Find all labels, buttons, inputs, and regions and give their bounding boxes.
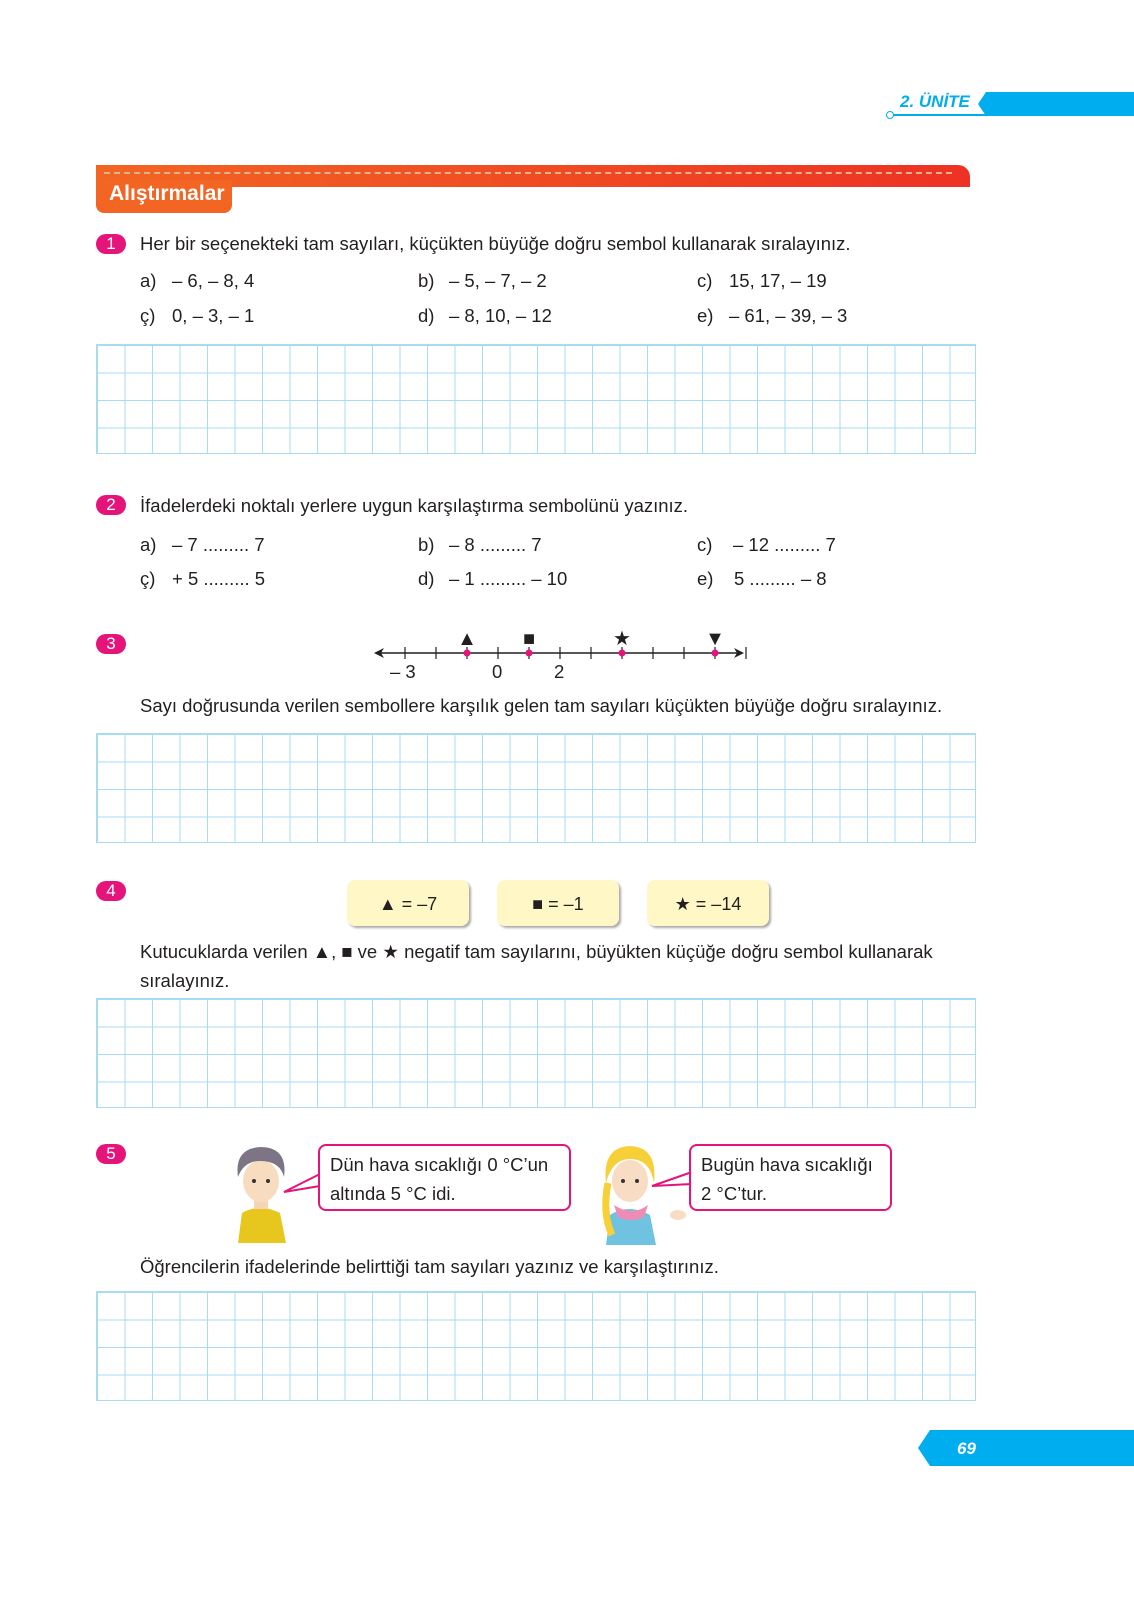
q1-item-a: – 6, – 8, 4 — [172, 270, 255, 291]
question-number-5: 5 — [96, 1144, 126, 1164]
triangle-value-box: ▲ = –7 — [347, 880, 469, 926]
number-line-label-2: 2 — [554, 661, 565, 682]
q2-prompt: İfadelerdeki noktalı yerlere uygun karşılaştırma sembolünü yazınız. — [140, 495, 689, 516]
bubble2-line2: 2 °C’tur. — [701, 1183, 768, 1204]
q2-item-e: 5 ......... – 8 — [734, 568, 827, 589]
answer-grid-4[interactable] — [96, 998, 976, 1108]
q2-item-c2: + 5 ......... 5 — [172, 568, 266, 589]
q1-item-a-label: a) — [140, 270, 157, 291]
question-number-3: 3 — [96, 634, 126, 654]
section-title: Alıştırmalar — [109, 182, 225, 205]
q2-item-d-label: d) — [418, 568, 435, 589]
question-number-4: 4 — [96, 881, 126, 901]
q2-item-b-label: b) — [418, 534, 435, 555]
q1-prompt: Her bir seçenekteki tam sayıları, küçükten büyüğe doğru sembol kullanarak sıralayınız. — [140, 233, 851, 254]
unit-dot — [886, 111, 894, 119]
q1-item-c2: 0, – 3, – 1 — [172, 305, 255, 326]
girl-illustration — [598, 1143, 690, 1245]
answer-grid-1[interactable] — [96, 344, 976, 454]
number-line-label-0: 0 — [492, 661, 503, 682]
q4-prompt-line2: sıralayınız. — [140, 970, 230, 991]
q1-item-b-label: b) — [418, 270, 435, 291]
number-line-symbol: ★ — [613, 628, 631, 650]
q4-prompt-line1: Kutucuklarda verilen ▲, ■ ve ★ negatif tam sayılarını, büyükten küçüğe doğru sembol kullanarak — [140, 941, 933, 962]
speech-bubble-boy — [318, 1144, 571, 1211]
number-line-label-neg3: – 3 — [390, 661, 416, 682]
number-line-symbol: ▼ — [705, 628, 725, 650]
banner-dashes — [104, 172, 952, 174]
bubble-pointer-1 — [282, 1172, 322, 1196]
number-line-symbol: ■ — [522, 628, 536, 650]
square-value-box: ■ = –1 — [497, 880, 619, 926]
number-line-point — [464, 650, 471, 657]
bubble1-line1: Dün hava sıcaklığı 0 °C’un — [330, 1154, 549, 1175]
question-number-2: 2 — [96, 495, 126, 515]
q2-item-a: – 7 ......... 7 — [172, 534, 265, 555]
q1-item-c-label: c) — [697, 270, 713, 291]
q1-item-e-label: e) — [697, 305, 714, 326]
answer-grid-5[interactable] — [96, 1291, 976, 1401]
number-line-point — [526, 650, 533, 657]
q1-item-c: 15, 17, – 19 — [729, 270, 827, 291]
unit-underline — [890, 114, 986, 116]
bubble-pointer-2 — [650, 1170, 694, 1194]
q2-item-c-label: c) — [697, 534, 713, 555]
q1-item-d: – 8, 10, – 12 — [449, 305, 552, 326]
q2-item-e-label: e) — [697, 568, 714, 589]
q1-item-e: – 61, – 39, – 3 — [729, 305, 848, 326]
q1-item-b: – 5, – 7, – 2 — [449, 270, 547, 291]
q1-item-c2-label: ç) — [140, 305, 156, 326]
bubble1-line2: altında 5 °C idi. — [330, 1183, 456, 1204]
star-value-box: ★ = –14 — [647, 880, 769, 926]
page-number-tab — [918, 1430, 1134, 1466]
q3-prompt: Sayı doğrusunda verilen sembollere karşılık gelen tam sayıları küçükten büyüğe doğru sıralayınız. — [140, 695, 943, 716]
speech-bubble-girl — [689, 1144, 892, 1211]
number-line-symbol: ▲ — [457, 628, 477, 650]
bubble2-line1: Bugün hava sıcaklığı — [701, 1154, 873, 1175]
q2-item-a-label: a) — [140, 534, 157, 555]
number-line-point — [712, 650, 719, 657]
q2-item-c: – 12 ......... 7 — [733, 534, 836, 555]
q1-item-d-label: d) — [418, 305, 435, 326]
q5-prompt: Öğrencilerin ifadelerinde belirttiği tam sayıları yazınız ve karşılaştırınız. — [140, 1256, 719, 1277]
question-number-1: 1 — [96, 234, 126, 254]
number-line-point — [619, 650, 626, 657]
q2-item-d: – 1 ......... – 10 — [449, 568, 568, 589]
page-number: 69 — [957, 1439, 976, 1458]
unit-tab — [978, 92, 1134, 116]
answer-grid-3[interactable] — [96, 733, 976, 843]
unit-label: 2. ÜNİTE — [900, 92, 970, 111]
q2-item-b: – 8 ......... 7 — [449, 534, 542, 555]
q2-item-c2-label: ç) — [140, 568, 156, 589]
